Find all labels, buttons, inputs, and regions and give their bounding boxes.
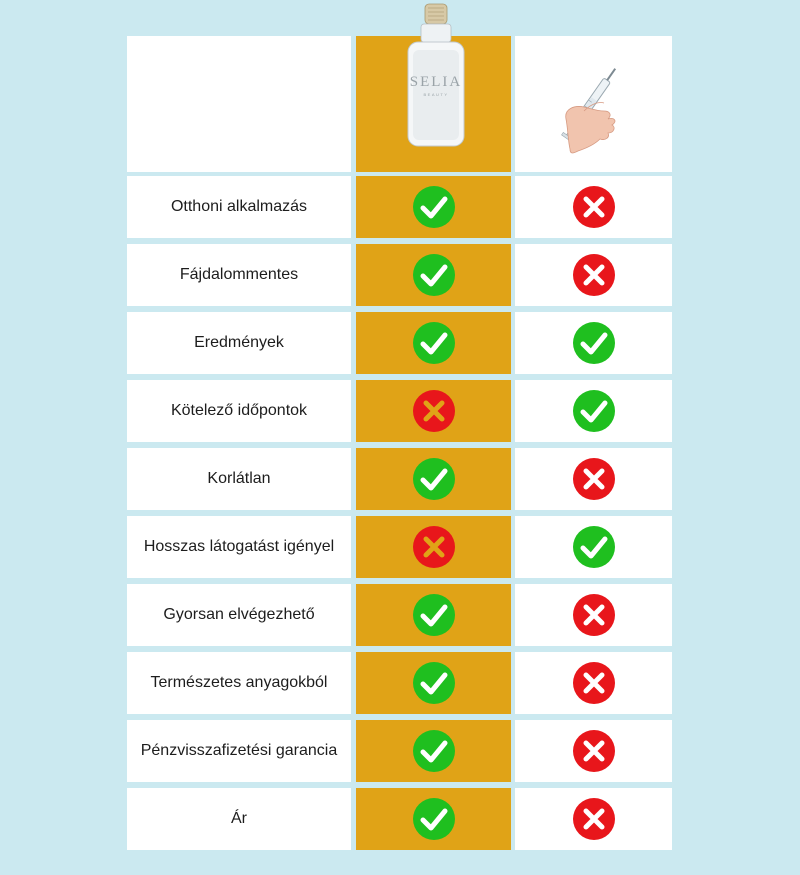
table-row — [127, 244, 673, 306]
competitor-cell — [511, 516, 672, 578]
check-icon — [412, 253, 456, 297]
table-row — [127, 516, 673, 578]
selia-cell — [356, 448, 511, 510]
table-row — [127, 788, 673, 850]
table-row — [127, 448, 673, 510]
table-row — [127, 176, 673, 238]
competitor-cell — [511, 448, 672, 510]
selia-cell — [356, 720, 511, 782]
row-label: Otthoni alkalmazás — [127, 176, 356, 238]
cross-icon — [572, 797, 616, 841]
header-empty-cell — [127, 36, 356, 172]
header-competitor-cell — [511, 36, 672, 172]
check-icon — [572, 389, 616, 433]
competitor-cell — [511, 720, 672, 782]
check-icon — [412, 185, 456, 229]
table-row — [127, 380, 673, 442]
row-label: Korlátlan — [127, 448, 356, 510]
cross-icon — [572, 457, 616, 501]
competitor-cell — [511, 176, 672, 238]
row-label: Hosszas látogatást igényel — [127, 516, 356, 578]
check-icon — [412, 593, 456, 637]
row-label: Ár — [127, 788, 356, 850]
syringe-icon — [554, 49, 634, 159]
bottle-sub-text: BEAUTY — [423, 92, 449, 97]
cross-icon — [412, 525, 456, 569]
check-icon — [572, 525, 616, 569]
selia-bottle-image — [405, 2, 467, 152]
cross-icon — [572, 593, 616, 637]
competitor-cell — [511, 244, 672, 306]
row-label: Fájdalommentes — [127, 244, 356, 306]
check-icon — [412, 797, 456, 841]
table-row — [127, 312, 673, 374]
selia-cell — [356, 516, 511, 578]
row-label: Gyorsan elvégezhető — [127, 584, 356, 646]
cross-icon — [572, 661, 616, 705]
competitor-cell — [511, 584, 672, 646]
cross-icon — [572, 185, 616, 229]
bottle-brand-text: SELIA — [409, 74, 463, 90]
check-icon — [412, 457, 456, 501]
cross-icon — [412, 389, 456, 433]
comparison-table — [127, 36, 673, 850]
check-icon — [412, 729, 456, 773]
table-row — [127, 652, 673, 714]
check-icon — [572, 321, 616, 365]
row-label: Kötelező időpontok — [127, 380, 356, 442]
row-label: Természetes anyagokból — [127, 652, 356, 714]
competitor-cell — [511, 652, 672, 714]
cross-icon — [572, 253, 616, 297]
competitor-cell — [511, 312, 672, 374]
check-icon — [412, 661, 456, 705]
selia-cell — [356, 788, 511, 850]
competitor-cell — [511, 380, 672, 442]
competitor-cell — [511, 788, 672, 850]
selia-cell — [356, 584, 511, 646]
selia-cell — [356, 176, 511, 238]
selia-cell — [356, 652, 511, 714]
table-row — [127, 720, 673, 782]
table-row — [127, 584, 673, 646]
selia-cell — [356, 312, 511, 374]
selia-cell — [356, 380, 511, 442]
header-row — [127, 36, 673, 172]
cross-icon — [572, 729, 616, 773]
row-label: Eredmények — [127, 312, 356, 374]
selia-cell — [356, 244, 511, 306]
check-icon — [412, 321, 456, 365]
row-label: Pénzvisszafizetési garancia — [127, 720, 356, 782]
